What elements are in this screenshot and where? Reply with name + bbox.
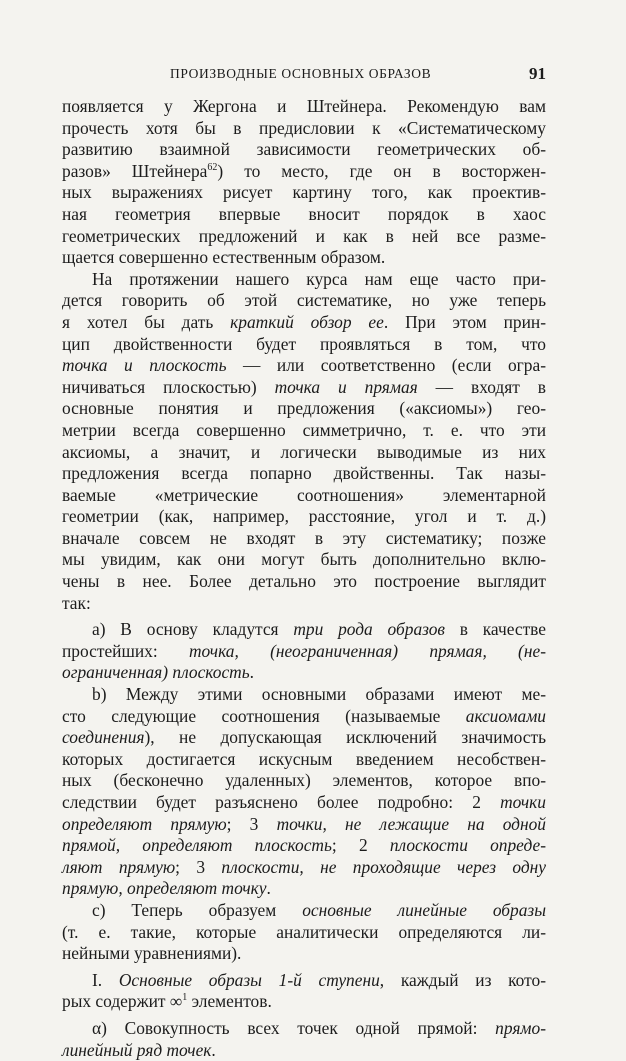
text-line: появляется у Жергона и Штейнера. Рекомендую вам: [62, 96, 546, 116]
text-line: простейших: точка, (неограниченная) прямая, (не-: [62, 640, 546, 661]
text-line: I. Основные образы 1-й ступени, каждый из кото-: [92, 969, 547, 990]
text-line: щается совершенно естественным образом.: [62, 247, 386, 268]
page-header: [62, 64, 546, 86]
text-line: ничиваться плоскостью) точка и прямая — входят в: [62, 376, 547, 397]
text-line: ная геометрия впервые вносит порядок в хаос: [62, 203, 546, 224]
text-line: метрии всегда совершенно симметрично, т. е. что эти: [62, 419, 546, 440]
text-line: которых достигается искусным введением несобствен-: [62, 748, 546, 769]
paragraph-2: [62, 269, 546, 615]
text-line: следствии будет разъяснено более подробно: 2 точки: [62, 792, 546, 812]
item-a: [62, 619, 546, 684]
text-line: прочесть хотя бы в предисловии к «Систематическому: [62, 117, 546, 138]
text-line: чены в нее. Более детально это построение выглядит: [62, 571, 546, 592]
text-line: с) Теперь образуем основные линейные образы: [92, 899, 546, 920]
text-line: вначале совсем не входят в эту систематику; позже: [62, 527, 546, 548]
text-line: сто следующие соотношения (называемые аксиомами: [62, 705, 546, 726]
item-alpha: [62, 1018, 546, 1061]
text-line: прямую, определяют точку.: [62, 878, 271, 899]
text-line: а) В основу кладутся три рода образов в качестве: [92, 619, 546, 640]
text-line: (т. е. такие, которые аналитически определяются ли-: [62, 921, 546, 942]
text-line: дется говорить об этой систематике, но уже теперь: [62, 290, 546, 311]
text-line: определяют прямую; 3 точки, не лежащие на одной: [62, 813, 546, 834]
item-I: [62, 970, 546, 1013]
footnote-ref: 62: [207, 161, 218, 173]
text-line: геометрических предложений и как в ней все разме-: [62, 225, 546, 246]
running-title: ПРОИЗВОДНЫЕ ОСНОВНЫХ ОБРАЗОВ: [170, 66, 432, 81]
text-line: соединения), не допускающая исключений значимость: [62, 727, 546, 748]
text-line: линейный ряд точек.: [62, 1039, 216, 1060]
superscript: 1: [182, 992, 188, 1004]
text-line: b) Между этими основными образами имеют ме-: [92, 684, 546, 705]
page-number: 91: [529, 64, 546, 83]
text-line: разов» Штейнера$^{62}$) то место, где он в восторжен-: [62, 160, 546, 181]
text-line: ограниченная) плоскость.: [62, 662, 255, 683]
text-line: нейными уравнениями).: [62, 943, 242, 964]
text-line: рых содержит ∞$^1$ элементов.: [62, 991, 272, 1012]
text-line: мы увидим, как они могут быть дополнительно вклю-: [62, 549, 546, 570]
text-line: α) Совокупность всех точек одной прямой: прямо-: [92, 1017, 546, 1038]
text-line: ваемые «метрические соотношения» элементарной: [62, 484, 546, 505]
item-c: [62, 900, 546, 965]
text-line: цип двойственности будет проявляться в том, что: [62, 333, 546, 354]
text-line: На протяжении нашего курса нам еще часто при-: [92, 268, 546, 289]
text-line: точка и плоскость — или соответственно (если огра-: [62, 355, 546, 376]
text-line: ных (бесконечно удаленных) элементов, которое впо-: [62, 770, 546, 791]
body-text: [62, 96, 546, 1061]
text-line: геометрии (как, например, расстояние, угол и т. д.): [62, 506, 546, 527]
text-line: так:: [62, 592, 91, 613]
text-line: развитию взаимной зависимости геометрических об-: [62, 139, 546, 160]
text-line: предложения всегда попарно двойственны. Так назы-: [62, 463, 546, 484]
item-b: [62, 684, 546, 900]
text-line: аксиомы, а значит, и логически выводимые из них: [62, 441, 546, 462]
text-line: прямой, определяют плоскость; 2 плоскости опреде-: [62, 835, 546, 856]
text-line: ных выражениях рисует картину того, как проектив-: [62, 182, 546, 203]
text-line: ляют прямую; 3 плоскости, не проходящие через одну: [62, 856, 546, 877]
paragraph-1: [62, 96, 546, 269]
text-line: я хотел бы дать краткий обзор ее. При этом прин-: [62, 311, 546, 332]
text-line: основные понятия и предложения («аксиомы») гео-: [62, 398, 546, 419]
